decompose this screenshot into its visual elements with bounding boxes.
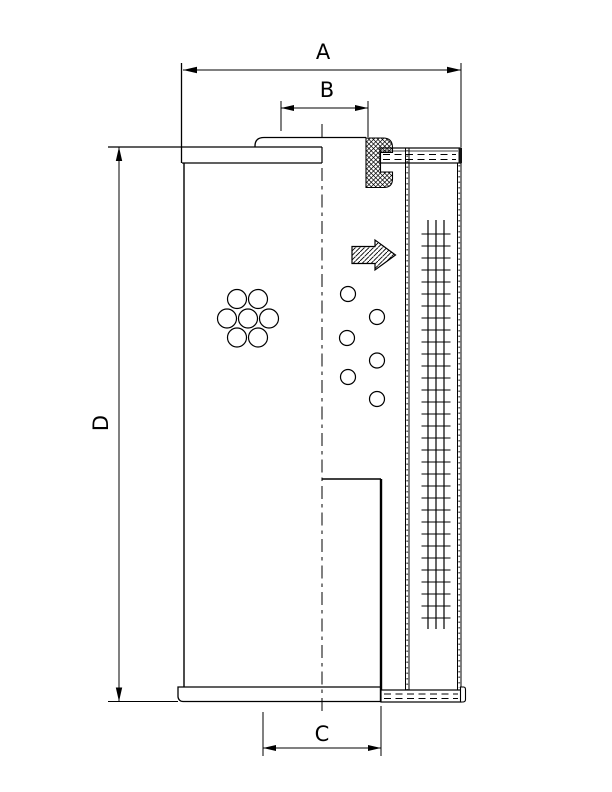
top-port-tube: [255, 138, 366, 148]
core-hole: [341, 287, 356, 302]
dim-c-arrow-right: [368, 745, 381, 751]
dim-b-arrow-left: [281, 105, 294, 111]
core-hole: [341, 370, 356, 385]
dim-b-arrow-right: [355, 105, 368, 111]
dim-d-label: D: [89, 414, 113, 432]
dim-a-arrow-left: [183, 67, 197, 73]
top-end-cap-rim: [459, 148, 463, 163]
dim-d-arrow-bottom: [116, 688, 122, 702]
core-tube-wall: [406, 148, 410, 692]
shell-hole: [218, 309, 237, 328]
dim-d-arrow-top: [116, 147, 122, 161]
filter-body-outline: [108, 63, 381, 702]
bottom-flange: [178, 687, 381, 702]
core-perforation-holes: [340, 287, 385, 407]
bottom-end-cap: [381, 690, 461, 702]
shell-hole: [228, 328, 247, 347]
core-hole: [370, 353, 385, 368]
flow-direction-arrow-icon: [352, 240, 396, 270]
dim-a-arrow-right: [447, 67, 461, 73]
dimension-c: [263, 706, 381, 756]
filter-media-mesh: [422, 220, 451, 629]
core-hole: [340, 331, 355, 346]
shell-hole: [228, 290, 247, 309]
outer-wrap-wall: [458, 163, 462, 690]
dimension-d: [89, 147, 180, 702]
dim-a-label: A: [315, 40, 331, 64]
core-hole: [370, 392, 385, 407]
dim-b-label: B: [319, 78, 335, 102]
shell-hole: [249, 328, 268, 347]
shell-hole: [249, 290, 268, 309]
dim-c-arrow-left: [263, 745, 276, 751]
dim-c-label: C: [314, 722, 330, 746]
shell-hole: [239, 309, 258, 328]
core-hole: [370, 310, 385, 325]
dimension-b: [281, 78, 368, 137]
shell-hole-cluster: [218, 290, 279, 348]
shell-hole: [260, 309, 279, 328]
bottom-end-cap-rim: [461, 687, 466, 702]
element-cross-section: [380, 148, 466, 702]
